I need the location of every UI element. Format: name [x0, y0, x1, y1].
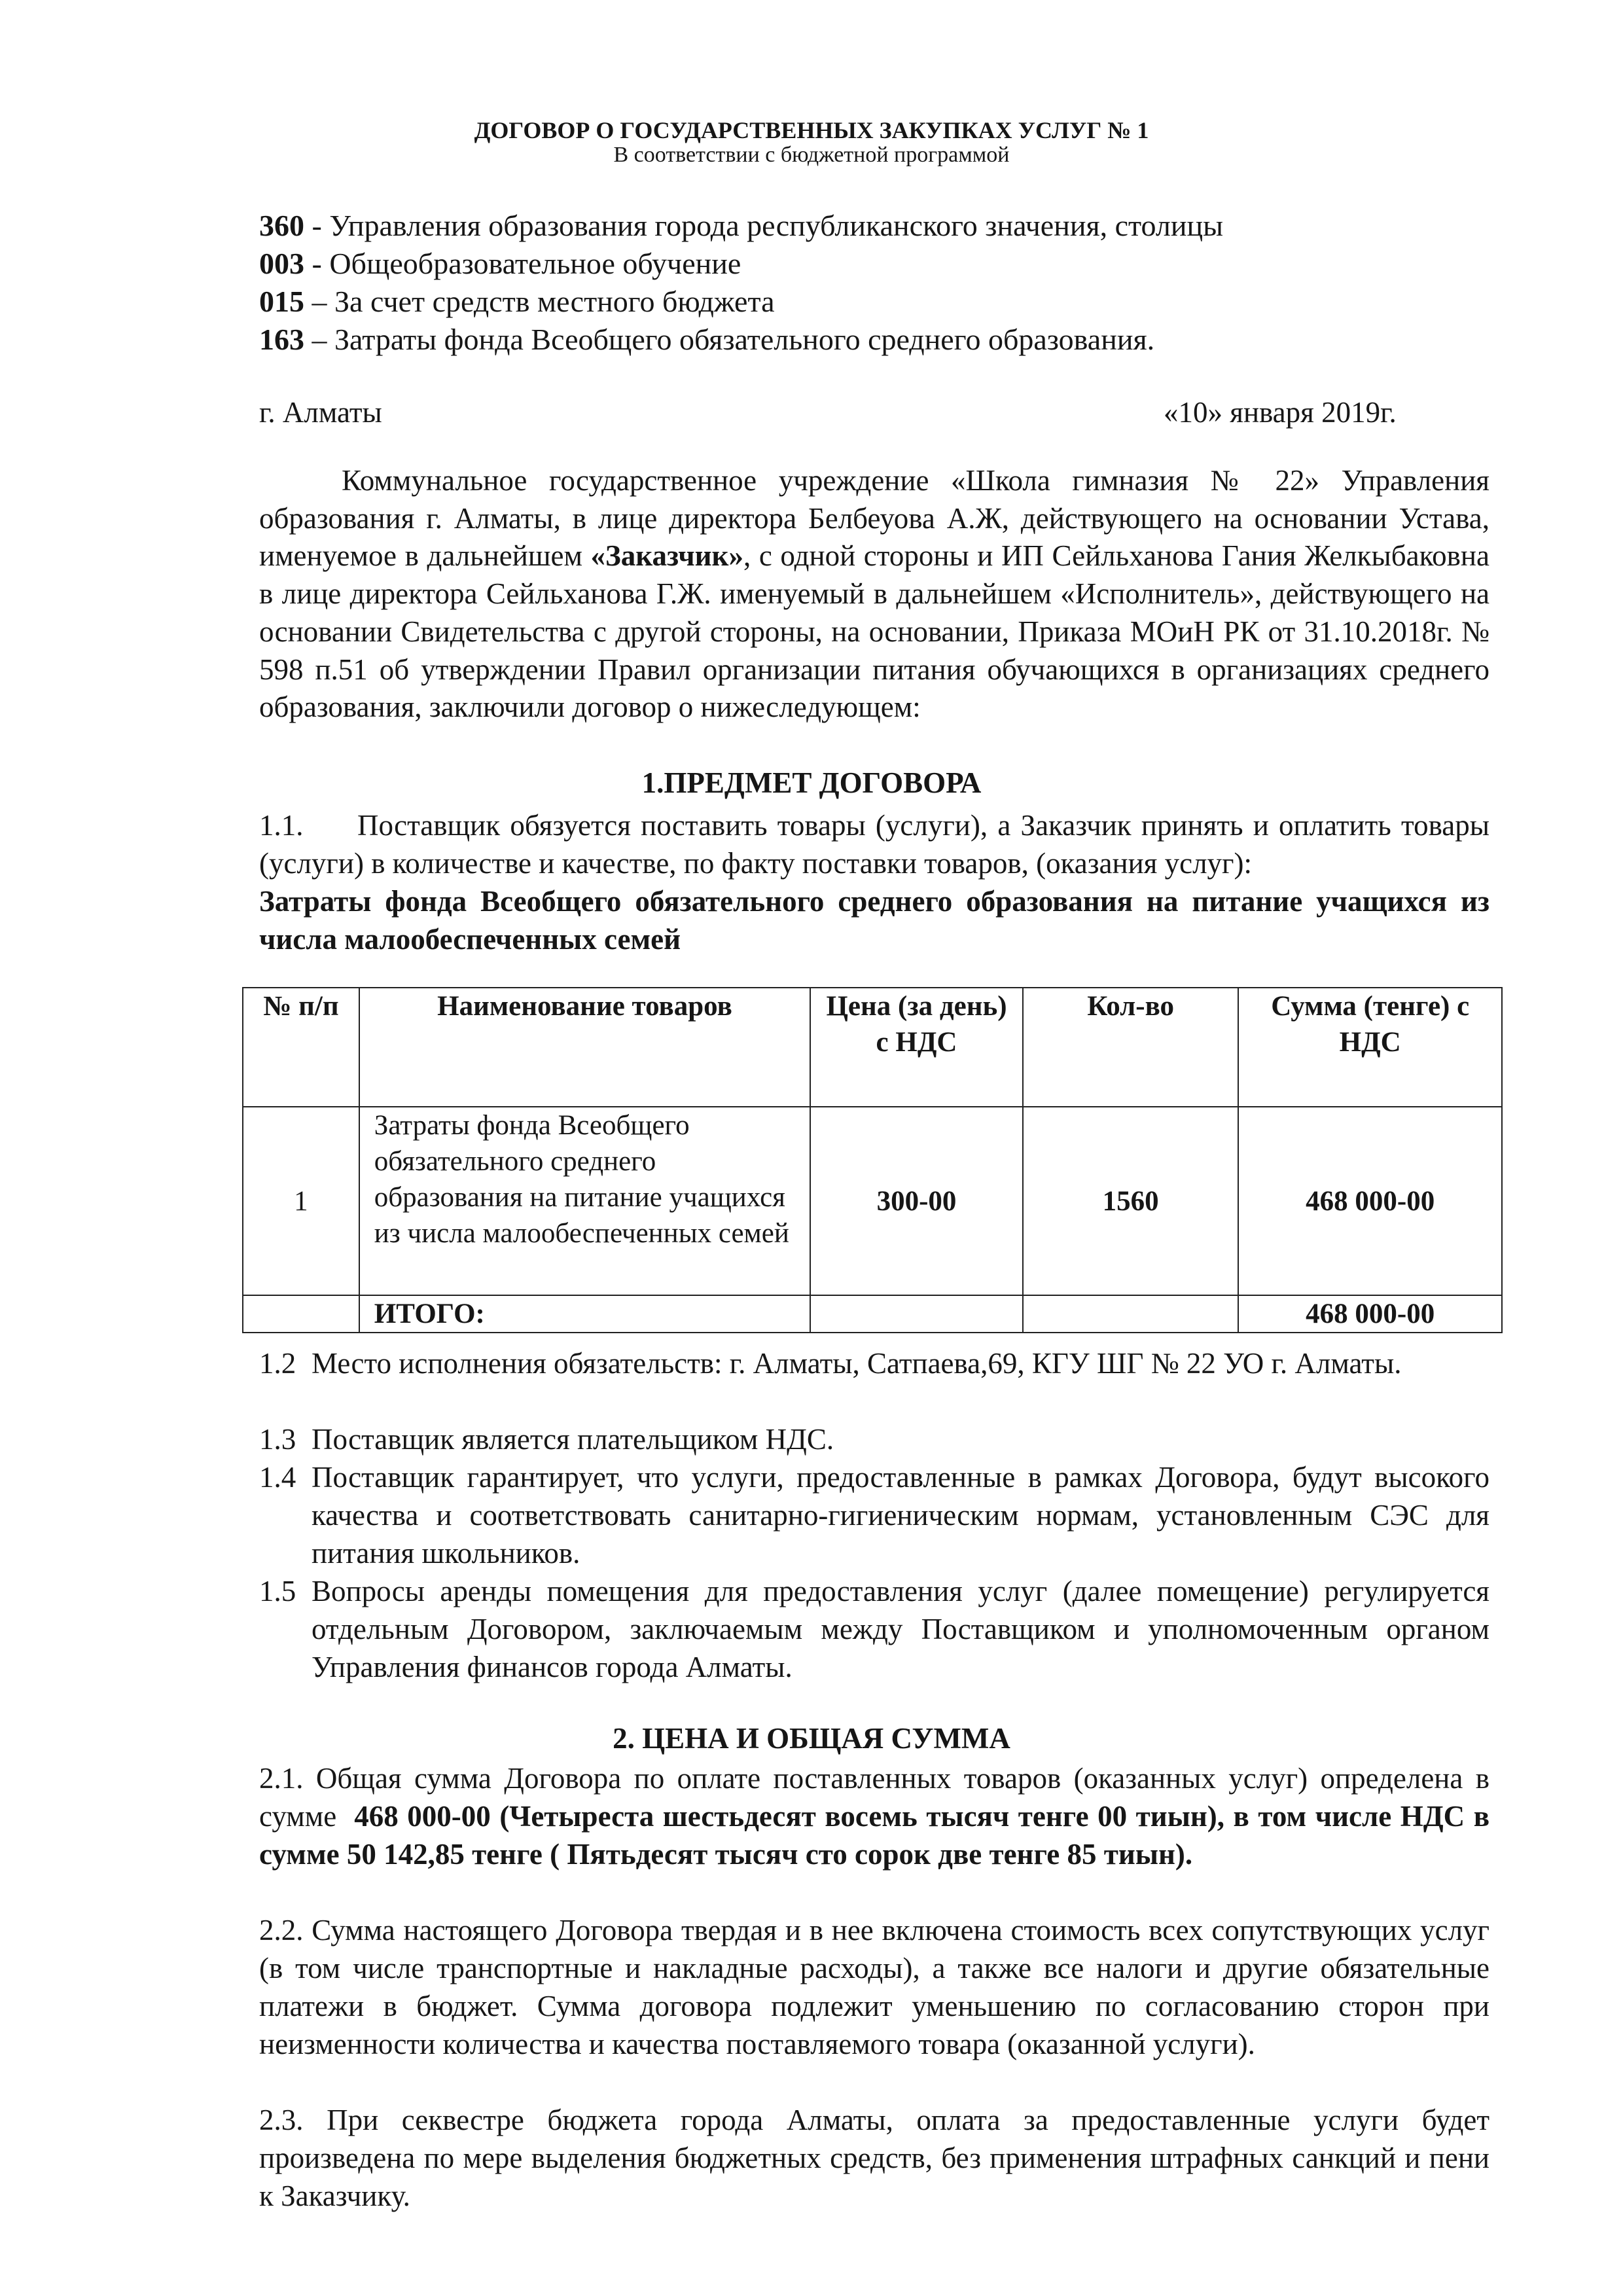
- clause-text: Поставщик обязуется поставить товары (услуги), а Заказчик принять и оплатить товары (услуги) в количестве и качестве, по факту поставки товаров, (оказания услуг):: [259, 809, 1489, 880]
- budget-code-line: [259, 321, 1154, 359]
- clause-1-4: [259, 1458, 1489, 1572]
- section-2-heading: 2. ЦЕНА И ОБЩАЯ СУММА: [613, 1722, 1010, 1755]
- budget-code: 163: [259, 323, 304, 356]
- preamble-text-cont: , с одной стороны и ИП Сейльханова Гания Желкыбаковна в лице директора Сейльханова Г.Ж. именуемый в дальнейшем «Исполнитель», действующего на основании Свидетельства с другой стороны, на основании, Приказа МОиН РК от 31.10.2018г. № 598 п.51 об утверждении Правил организации питания обучающихся в организациях среднего образования, заключили договор о нижеследующем:: [259, 539, 1489, 724]
- budget-code-text: Управления образования города республиканского значения, столицы: [329, 209, 1223, 242]
- clause-text: Место исполнения обязательств: г. Алматы, Сатпаева,69, КГУ ШГ № 22 УО г. Алматы.: [312, 1347, 1402, 1380]
- budget-code-separator: -: [304, 247, 330, 280]
- clause-number: 1.1.: [259, 809, 304, 842]
- clause-number: 1.5: [259, 1575, 296, 1607]
- table-total-row: [243, 1295, 1502, 1333]
- clause-1-1: [259, 806, 1489, 882]
- total-sum: 468 000-00: [1238, 1295, 1502, 1333]
- clause-2-1: [259, 1759, 1497, 1873]
- clause-2-3: 2.3. При секвестре бюджета города Алматы, оплата за предоставленные услуги будет произведена по мере выделения бюджетных средств, без применения штрафных санкций и пени к Заказчику.: [259, 2104, 1489, 2212]
- clause-number: 1.3: [259, 1423, 296, 1456]
- contract-title: ДОГОВОР О ГОСУДАРСТВЕННЫХ ЗАКУПКАХ УСЛУГ № 1: [474, 117, 1149, 143]
- contract-place: г. Алматы: [259, 396, 382, 429]
- contract-date: «10» января 2019г.: [1164, 396, 1397, 429]
- table-header-row: [243, 988, 1502, 1107]
- contract-subtitle: В соответствии с бюджетной программой: [613, 143, 1010, 167]
- clause-text: 2.1. Общая сумма Договора по оплате поставленных товаров (оказанных услуг) определена в сумме: [259, 1762, 1497, 1833]
- budget-code: 015: [259, 285, 304, 318]
- budget-code: 003: [259, 247, 304, 280]
- col-header-qty: Кол-во: [1023, 988, 1239, 1107]
- cell-empty: [243, 1295, 359, 1333]
- contract-amount: 468 000-00 (Четыреста шестьдесят восемь тысяч тенге 00 тиын), в том числе НДС в сумме 50 142,85 тенге ( Пятьдесят тысяч сто сорок две тенге 85 тиын).: [259, 1800, 1490, 1871]
- clause-text: Вопросы аренды помещения для предоставления услуг (далее помещение) регулируется отдельным Договором, заключаемым между Поставщиком и уполномоченным органом Управления финансов города Алматы.: [312, 1575, 1489, 1683]
- col-header-name: Наименование товаров: [359, 988, 810, 1107]
- cell-name: Затраты фонда Всеобщего обязательного среднего образования на питание учащихся из числа малообеспеченных семей: [359, 1107, 810, 1295]
- budget-code-separator: –: [304, 323, 334, 356]
- col-header-price: Цена (за день) с НДС: [810, 988, 1023, 1107]
- clause-1-5: [259, 1572, 1489, 1686]
- preamble-paragraph: [259, 462, 1489, 726]
- budget-code: 360: [259, 209, 304, 242]
- budget-code-text: Общеобразовательное обучение: [329, 247, 741, 280]
- clause-1-2: [259, 1344, 1489, 1382]
- clause-text: Поставщик является плательщиком НДС.: [312, 1423, 834, 1456]
- budget-code-text: За счет средств местного бюджета: [334, 285, 775, 318]
- budget-code-line: [259, 245, 741, 283]
- cell-sum: 468 000-00: [1238, 1107, 1502, 1295]
- clause-number: 1.2: [259, 1347, 296, 1380]
- budget-code-line: [259, 283, 775, 321]
- table-row: [243, 1107, 1502, 1295]
- cell-empty: [810, 1295, 1023, 1333]
- clause-2-2: 2.2. Сумма настоящего Договора твердая и в нее включена стоимость всех сопутствующих услуг (в том числе транспортные и накладные расходы), а также все налоги и другие обязательные платежи в бюджет. Сумма договора подлежит уменьшению по согласованию сторон при неизменности количества и качества поставляемого товара (оказанной услуги).: [259, 1914, 1489, 2060]
- budget-code-line: [259, 207, 1223, 245]
- budget-code-separator: –: [304, 285, 334, 318]
- cell-qty: 1560: [1023, 1107, 1239, 1295]
- clause-text: Поставщик гарантирует, что услуги, предоставленные в рамках Договора, будут высокого качества и соответствовать санитарно-гигиеническим нормам, установленным СЭС для питания школьников.: [312, 1461, 1489, 1570]
- budget-code-separator: -: [304, 209, 330, 242]
- preamble-text: Коммунальное государственное учреждение «Школа гимназия № 22» Управления образования г. Алматы, в лице директора Белбеуова А.Ж, действующего на основании Устава, именуемое в дальнейшем: [259, 464, 1489, 573]
- cell-price: 300-00: [810, 1107, 1023, 1295]
- clause-1-1-subject: Затраты фонда Всеобщего обязательного среднего образования на питание учащихся из числа малообеспеченных семей: [259, 885, 1489, 956]
- total-label: ИТОГО:: [359, 1295, 810, 1333]
- cell-num: 1: [243, 1107, 359, 1295]
- cell-empty: [1023, 1295, 1239, 1333]
- col-header-sum: Сумма (тенге) с НДС: [1238, 988, 1502, 1107]
- budget-code-text: Затраты фонда Всеобщего обязательного среднего образования.: [334, 323, 1155, 356]
- goods-table: [242, 987, 1503, 1333]
- col-header-num: № п/п: [243, 988, 359, 1107]
- clause-1-3: [259, 1420, 1489, 1458]
- clause-number: 1.4: [259, 1461, 296, 1494]
- section-1-heading: 1.ПРЕДМЕТ ДОГОВОРА: [641, 766, 982, 799]
- customer-term: «Заказчик»: [590, 539, 743, 573]
